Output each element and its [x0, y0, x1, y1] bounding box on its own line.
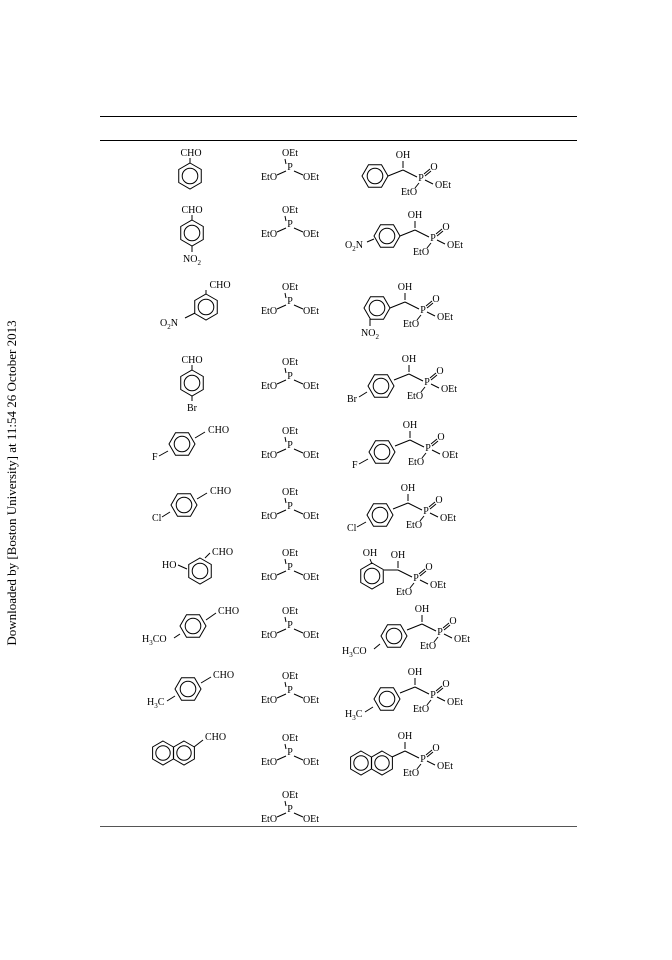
- aldehyde-2-naphthyl: [145, 731, 240, 771]
- atom-label: P: [287, 371, 293, 382]
- atom-label: O: [442, 679, 450, 690]
- atom-label: Br: [187, 403, 197, 414]
- atom-label: P: [287, 620, 293, 631]
- atom-label: OEt: [302, 814, 320, 825]
- aldehyde-2-hydroxy: [160, 546, 240, 586]
- atom-label: EtO: [260, 172, 278, 183]
- atom-label: EtO: [402, 319, 420, 330]
- product-4-methyl: [343, 667, 473, 722]
- atom-label: P: [420, 754, 426, 765]
- atom-label: EtO: [412, 704, 430, 715]
- triethyl-phosphite-1: [255, 146, 325, 186]
- atom-label: EtO: [406, 391, 424, 402]
- product-4-chloro: [345, 485, 475, 535]
- aldehyde-4-bromo: [170, 355, 230, 417]
- atom-label: P: [423, 506, 429, 517]
- atom-label: OEt: [436, 312, 454, 323]
- atom-label: F: [352, 460, 358, 471]
- atom-label: OH: [400, 483, 416, 494]
- product-2-hydroxy: [350, 546, 480, 596]
- atom-label: EtO: [405, 520, 423, 531]
- atom-label: P: [287, 562, 293, 573]
- atom-label: EtO: [260, 511, 278, 522]
- atom-label: P: [287, 804, 293, 815]
- atom-label: OH: [397, 731, 413, 742]
- atom-label: P: [287, 685, 293, 696]
- atom-label: O: [437, 432, 445, 443]
- atom-label: $H_3CO$: [142, 634, 167, 647]
- product-4-nitro: [345, 203, 475, 259]
- aldehyde-4-chloro: [150, 485, 240, 525]
- atom-label: Br: [347, 394, 357, 405]
- atom-label: P: [287, 296, 293, 307]
- product-4-fluoro: [350, 420, 480, 474]
- atom-label: Cl: [347, 523, 357, 534]
- atom-label: OEt: [281, 671, 299, 682]
- atom-label: OEt: [281, 487, 299, 498]
- table-header-rule: [100, 140, 577, 141]
- atom-label: OEt: [302, 172, 320, 183]
- atom-label: OEt: [281, 148, 299, 159]
- atom-label: EtO: [395, 587, 413, 598]
- atom-label: $H_3C$: [147, 697, 165, 710]
- atom-label: P: [287, 219, 293, 230]
- product-4-methoxy: [340, 604, 480, 659]
- atom-label: CHO: [205, 732, 227, 743]
- atom-label: CHO: [180, 148, 202, 159]
- atom-label: OEt: [281, 548, 299, 559]
- triethyl-phosphite-8: [255, 604, 325, 644]
- atom-label: EtO: [260, 630, 278, 641]
- aldehyde-4-methoxy: [140, 604, 240, 646]
- aldehyde-4-nitro: [170, 203, 230, 265]
- atom-label: O: [430, 162, 438, 173]
- triethyl-phosphite-4: [255, 355, 325, 395]
- triethyl-phosphite-7: [255, 546, 325, 586]
- atom-label: OEt: [302, 450, 320, 461]
- atom-label: OEt: [281, 606, 299, 617]
- atom-label: EtO: [260, 757, 278, 768]
- atom-label: P: [430, 233, 436, 244]
- aldehyde-3-nitro: [158, 280, 238, 330]
- atom-label: OH: [395, 150, 411, 161]
- atom-label: $O_2N$: [160, 318, 178, 331]
- atom-label: OH: [401, 354, 417, 365]
- product-4-bromo: [345, 350, 475, 406]
- atom-label: OEt: [302, 757, 320, 768]
- aldehyde-4-fluoro: [150, 424, 240, 464]
- atom-label: P: [430, 690, 436, 701]
- atom-label: EtO: [260, 572, 278, 583]
- atom-label: OEt: [446, 240, 464, 251]
- atom-label: OEt: [440, 384, 458, 395]
- atom-label: P: [287, 747, 293, 758]
- atom-label: OH: [362, 548, 378, 559]
- atom-label: CHO: [218, 606, 240, 617]
- product-3-nitro: [355, 280, 475, 344]
- atom-label: P: [287, 162, 293, 173]
- triethyl-phosphite-11: [255, 788, 325, 828]
- atom-label: P: [424, 377, 430, 388]
- atom-label: CHO: [181, 355, 203, 366]
- atom-label: O: [442, 222, 450, 233]
- atom-label: EtO: [260, 381, 278, 392]
- triethyl-phosphite-3: [255, 280, 325, 320]
- product-2-naphthyl: [345, 731, 475, 781]
- atom-label: OEt: [439, 513, 457, 524]
- atom-label: EtO: [260, 229, 278, 240]
- atom-label: P: [287, 440, 293, 451]
- atom-label: OH: [407, 210, 423, 221]
- atom-label: CHO: [209, 280, 231, 291]
- triethyl-phosphite-10: [255, 731, 325, 771]
- atom-label: CHO: [213, 670, 235, 681]
- atom-label: $O_2N$: [345, 240, 363, 253]
- atom-label: OEt: [302, 229, 320, 240]
- side-watermark-area: [0, 0, 24, 960]
- atom-label: EtO: [260, 306, 278, 317]
- atom-label: OEt: [302, 572, 320, 583]
- atom-label: F: [152, 452, 158, 463]
- aldehyde-benzaldehyde: [160, 146, 230, 192]
- atom-label: OEt: [302, 630, 320, 641]
- atom-label: OEt: [281, 733, 299, 744]
- triethyl-phosphite-2: [255, 203, 325, 243]
- atom-label: $NO_2$: [183, 254, 201, 267]
- table-bottom-rule: [100, 826, 577, 827]
- atom-label: OH: [407, 667, 423, 678]
- atom-label: O: [436, 366, 444, 377]
- triethyl-phosphite-6: [255, 485, 325, 525]
- atom-label: CHO: [181, 205, 203, 216]
- atom-label: OEt: [281, 282, 299, 293]
- triethyl-phosphite-9: [255, 669, 325, 709]
- atom-label: OH: [414, 604, 430, 615]
- triethyl-phosphite-5: [255, 424, 325, 464]
- atom-label: O: [432, 294, 440, 305]
- atom-label: OEt: [281, 790, 299, 801]
- atom-label: P: [425, 443, 431, 454]
- atom-label: OEt: [281, 426, 299, 437]
- atom-label: $H_3C$: [345, 709, 363, 722]
- atom-label: $NO_2$: [361, 328, 379, 341]
- atom-label: O: [435, 495, 443, 506]
- atom-label: OEt: [302, 511, 320, 522]
- atom-label: CHO: [208, 425, 230, 436]
- atom-label: $H_3CO$: [342, 646, 367, 659]
- aldehyde-4-methyl: [145, 669, 240, 709]
- atom-label: P: [420, 305, 426, 316]
- atom-label: O: [432, 743, 440, 754]
- atom-label: OEt: [302, 381, 320, 392]
- atom-label: HO: [162, 560, 177, 571]
- atom-label: EtO: [407, 457, 425, 468]
- atom-label: OEt: [302, 306, 320, 317]
- atom-label: OEt: [453, 634, 471, 645]
- atom-label: OEt: [281, 205, 299, 216]
- atom-label: CHO: [212, 547, 234, 558]
- atom-label: OEt: [446, 697, 464, 708]
- atom-label: CHO: [210, 486, 232, 497]
- atom-label: P: [413, 573, 419, 584]
- atom-label: P: [287, 501, 293, 512]
- atom-label: Cl: [152, 513, 162, 524]
- atom-label: O: [425, 562, 433, 573]
- atom-label: EtO: [260, 450, 278, 461]
- table-top-rule: [100, 116, 577, 117]
- atom-label: OEt: [429, 580, 447, 591]
- atom-label: OEt: [281, 357, 299, 368]
- atom-label: OEt: [434, 180, 452, 191]
- atom-label: EtO: [412, 247, 430, 258]
- atom-label: OEt: [302, 695, 320, 706]
- atom-label: P: [418, 173, 424, 184]
- atom-label: EtO: [260, 695, 278, 706]
- download-note: Downloaded by [Boston University] at 11:54 26 October 2013: [4, 320, 19, 646]
- atom-label: EtO: [260, 814, 278, 825]
- atom-label: EtO: [400, 187, 418, 198]
- product-phenyl: [355, 146, 475, 196]
- atom-label: OH: [402, 420, 418, 431]
- atom-label: P: [437, 627, 443, 638]
- atom-label: EtO: [419, 641, 437, 652]
- atom-label: OH: [397, 282, 413, 293]
- atom-label: O: [449, 616, 457, 627]
- atom-label: OEt: [436, 761, 454, 772]
- atom-label: OEt: [441, 450, 459, 461]
- atom-label: EtO: [402, 768, 420, 779]
- atom-label: OH: [390, 550, 406, 561]
